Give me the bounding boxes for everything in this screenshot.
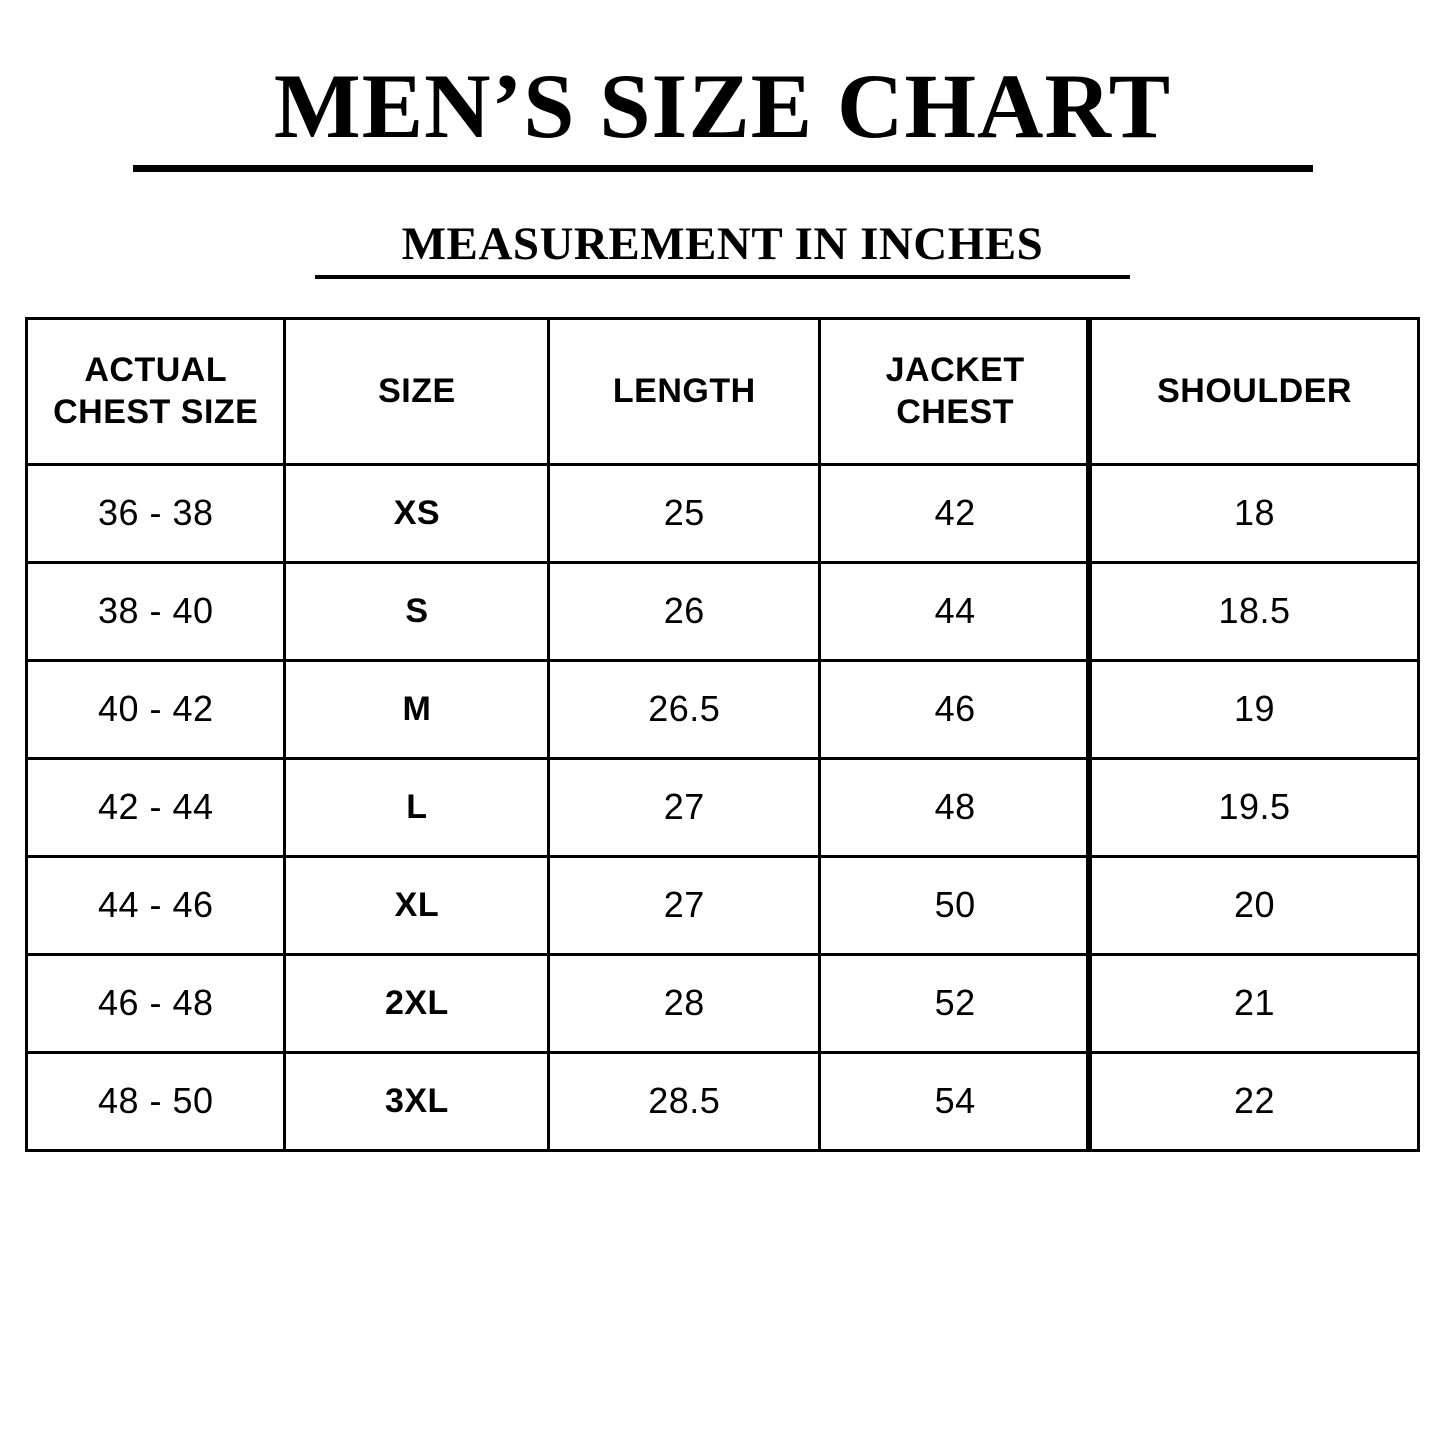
cell-actual-chest-size: 36 - 38 [28,464,285,562]
size-chart-table-wrapper [25,317,1420,1152]
cell-size: L [285,758,549,856]
cell-actual-chest-size: 44 - 46 [28,856,285,954]
cell-size: 2XL [285,954,549,1052]
cell-jacket-chest: 50 [820,856,1091,954]
cell-size: XS [285,464,549,562]
cell-length: 28 [549,954,820,1052]
cell-jacket-chest: 42 [820,464,1091,562]
cell-actual-chest-size: 48 - 50 [28,1052,285,1150]
header-line-2: CHEST SIZE [53,393,259,432]
header-line-1: JACKET [885,350,1025,389]
column-header-actual-chest-size [28,320,285,465]
cell-jacket-chest: 44 [820,562,1091,660]
table-header [28,320,1417,465]
cell-shoulder: 18 [1091,464,1417,562]
table-body [28,464,1417,1150]
cell-length: 28.5 [549,1052,820,1150]
header-line-2: CHEST [896,393,1014,432]
table-header-row [28,320,1417,465]
column-header-size: SIZE [285,320,549,465]
table-row [28,562,1417,660]
cell-length: 26 [549,562,820,660]
cell-jacket-chest: 52 [820,954,1091,1052]
cell-jacket-chest: 48 [820,758,1091,856]
cell-shoulder: 19 [1091,660,1417,758]
subtitle-underline [315,275,1130,279]
title-underline [133,165,1313,172]
cell-shoulder: 22 [1091,1052,1417,1150]
column-header-shoulder: SHOULDER [1091,320,1417,465]
cell-length: 27 [549,856,820,954]
cell-length: 26.5 [549,660,820,758]
table-row [28,954,1417,1052]
column-header-jacket-chest [820,320,1091,465]
page-subtitle: MEASUREMENT IN INCHES [401,217,1044,270]
cell-size: M [285,660,549,758]
table-row [28,856,1417,954]
table-row [28,1052,1417,1150]
cell-length: 27 [549,758,820,856]
cell-length: 25 [549,464,820,562]
table-row [28,758,1417,856]
cell-size: 3XL [285,1052,549,1150]
size-chart-table [28,320,1417,1152]
cell-shoulder: 19.5 [1091,758,1417,856]
cell-size: XL [285,856,549,954]
cell-actual-chest-size: 38 - 40 [28,562,285,660]
cell-actual-chest-size: 46 - 48 [28,954,285,1052]
page-title: MEN’S SIZE CHART [273,55,1172,157]
cell-jacket-chest: 46 [820,660,1091,758]
cell-shoulder: 18.5 [1091,562,1417,660]
cell-size: S [285,562,549,660]
cell-actual-chest-size: 42 - 44 [28,758,285,856]
column-header-length: LENGTH [549,320,820,465]
cell-jacket-chest: 54 [820,1052,1091,1150]
header-line-1: ACTUAL [84,350,228,389]
table-row [28,464,1417,562]
table-row [28,660,1417,758]
cell-shoulder: 21 [1091,954,1417,1052]
cell-shoulder: 20 [1091,856,1417,954]
cell-actual-chest-size: 40 - 42 [28,660,285,758]
